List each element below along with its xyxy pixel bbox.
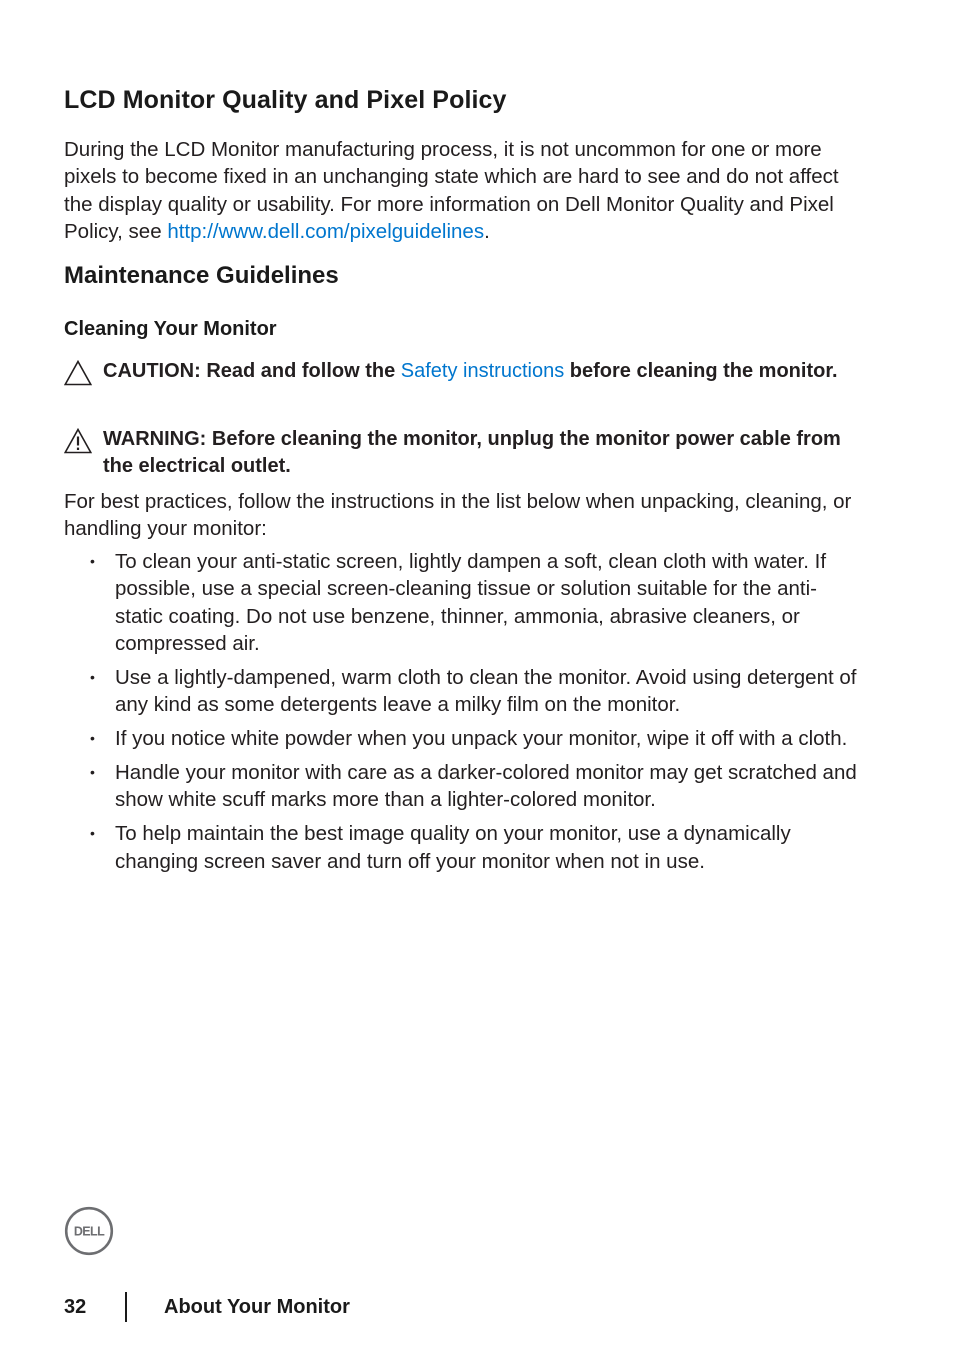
list-item bbox=[64, 820, 864, 875]
caution-prefix: CAUTION: Read and follow the bbox=[103, 360, 401, 382]
caution-suffix: before cleaning the monitor. bbox=[564, 360, 838, 382]
maintenance-title: Maintenance Guidelines bbox=[64, 262, 339, 289]
list-item-text: Use a lightly-dampened, warm cloth to clean the monitor. Avoid using detergent of any kind as some detergents leave a milky film on the monitor. bbox=[115, 665, 857, 717]
list-item-text: To clean your anti-static screen, lightly dampen a soft, clean cloth with water. If possible, use a special screen-cleaning tissue or solution suitable for the anti-static coating. Do not use benzene, thinner, ammonia, abrasive cleaners, or compressed air. bbox=[115, 550, 827, 655]
pixel-guidelines-link[interactable]: http://www.dell.com/pixelguidelines bbox=[167, 219, 485, 243]
list-item bbox=[64, 664, 864, 719]
warning-text: WARNING: Before cleaning the monitor, unplug the monitor power cable from the electrical outlet. bbox=[103, 428, 841, 478]
pixel-policy-end: . bbox=[484, 219, 490, 243]
footer-divider bbox=[125, 1292, 127, 1322]
list-item bbox=[64, 548, 864, 657]
cleaning-list bbox=[64, 548, 864, 882]
caution-text bbox=[103, 358, 863, 385]
warning-triangle-icon bbox=[64, 428, 92, 454]
list-item bbox=[64, 759, 864, 814]
safety-instructions-link[interactable]: Safety instructions bbox=[400, 360, 565, 382]
footer-title: About Your Monitor bbox=[164, 1296, 350, 1318]
maintenance-intro: For best practices, follow the instructions in the list below when unpacking, cleaning, or handling your monitor: bbox=[64, 490, 852, 541]
bullet-dot: • bbox=[90, 730, 95, 747]
page-number: 32 bbox=[64, 1296, 87, 1318]
caution-triangle-icon bbox=[64, 360, 92, 386]
cleaning-subtitle: Cleaning Your Monitor bbox=[64, 318, 277, 340]
bullet-dot: • bbox=[90, 764, 95, 781]
logo-text: DELL bbox=[73, 1224, 105, 1239]
dell-logo-icon bbox=[64, 1206, 114, 1256]
list-item-text: If you notice white powder when you unpack your monitor, wipe it off with a cloth. bbox=[115, 727, 848, 751]
list-item-text: Handle your monitor with care as a darker-colored monitor may get scratched and show white scuff marks more than a lighter-colored monitor. bbox=[115, 761, 857, 812]
section-title: LCD Monitor Quality and Pixel Policy bbox=[64, 86, 507, 114]
bullet-dot: • bbox=[90, 825, 95, 842]
pixel-policy-text: During the LCD Monitor manufacturing process, it is not uncommon for one or more pixels to become fixed in an unchanging state which are hard to see and do not affect the display quality or usability. For more information on Dell Monitor Quality and Pixel Policy, see bbox=[64, 138, 839, 243]
list-item bbox=[64, 725, 864, 752]
bullet-dot: • bbox=[90, 553, 95, 569]
pixel-policy-paragraph bbox=[64, 136, 864, 245]
list-item-text: To help maintain the best image quality on your monitor, use a dynamically changing screen saver and turn off your monitor when not in use. bbox=[115, 822, 791, 873]
page-footer bbox=[64, 1290, 464, 1326]
bullet-dot: • bbox=[90, 668, 95, 685]
